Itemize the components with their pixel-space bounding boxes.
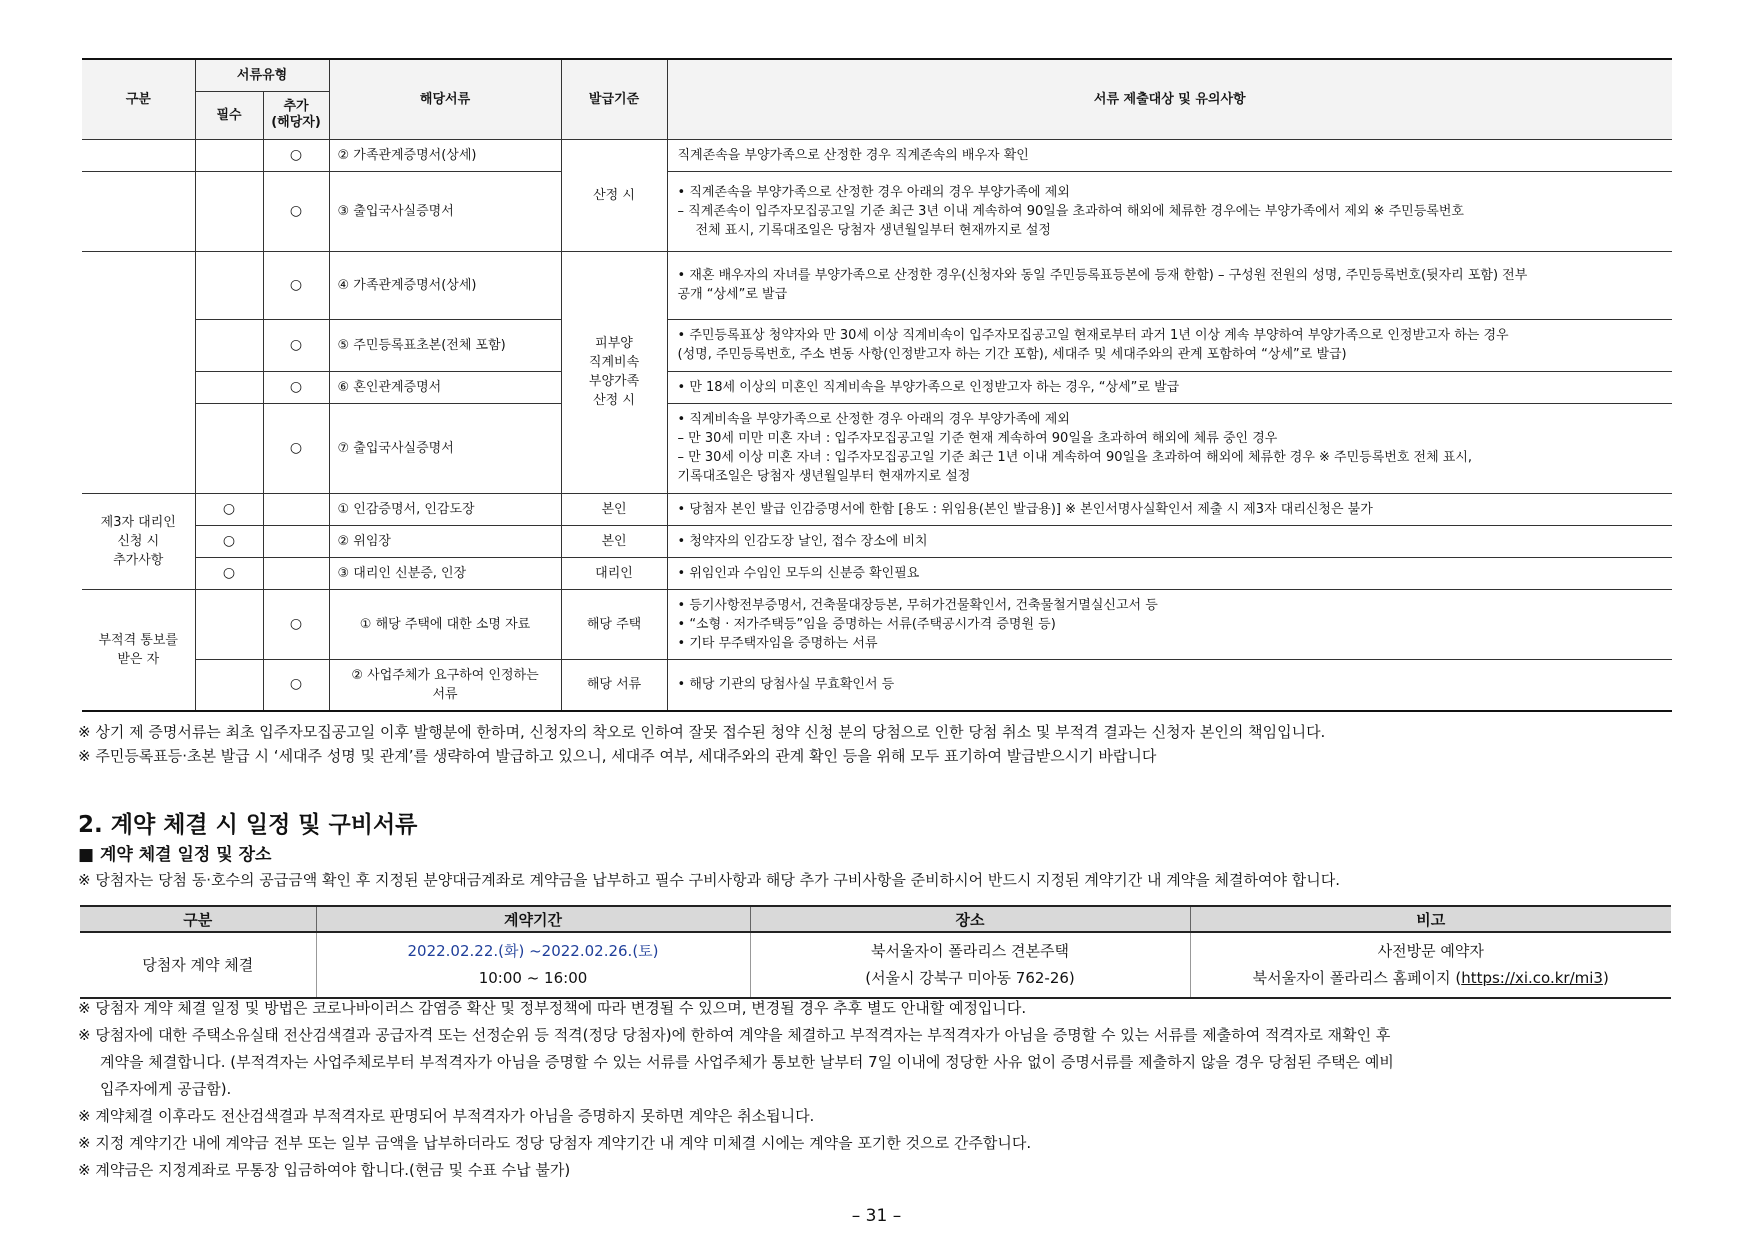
note-line: 직계존속을 부양가족으로 산정한 경우 직계존속의 배우자 확인 bbox=[677, 147, 1029, 163]
table-row bbox=[82, 493, 1672, 525]
additional-mark: ○ bbox=[263, 251, 329, 319]
category-cell: 부적격 통보를 받은 자 bbox=[82, 589, 195, 711]
document-name: ② 사업주체가 요구하여 인정하는 서류 bbox=[329, 659, 561, 711]
note-line: – 만 30세 이상 미혼 자녀 : 입주자모집공고일 기준 최근 1년 이내 계속하여 90일을 초과하여 해외에 체류한 경우 ※ 주민등록번호 전체 표시, bbox=[677, 450, 1473, 465]
basis-cell: 해당 서류 bbox=[561, 659, 667, 711]
table-row bbox=[82, 403, 1672, 493]
required-mark: ○ bbox=[195, 493, 263, 525]
header-required: 필수 bbox=[195, 91, 263, 139]
remark-text: 북서울자이 폴라리스 홈페이지 ( bbox=[1252, 969, 1462, 987]
contract-notes bbox=[78, 995, 1678, 1184]
category-cell: 당첨자 계약 체결 bbox=[80, 932, 316, 998]
required-cell bbox=[195, 251, 263, 319]
additional-mark: ○ bbox=[263, 371, 329, 403]
required-cell bbox=[195, 659, 263, 711]
additional-mark: ○ bbox=[263, 319, 329, 371]
header-category: 구분 bbox=[82, 59, 195, 139]
required-mark: ○ bbox=[195, 557, 263, 589]
category-cell bbox=[82, 171, 195, 251]
note-line: ※ 계약금은 지정계좌로 무통장 입금하여야 합니다.(현금 및 수표 수납 불가) bbox=[78, 1161, 571, 1179]
additional-mark: ○ bbox=[263, 589, 329, 659]
note-line: • 등기사항전부증명서, 건축물대장등본, 무허가건물확인서, 건축물철거멸실신고서 등 bbox=[677, 597, 1158, 613]
notes-cell bbox=[667, 493, 1672, 525]
additional-mark: ○ bbox=[263, 171, 329, 251]
required-cell bbox=[195, 139, 263, 171]
table-row bbox=[80, 932, 1671, 998]
required-cell bbox=[195, 371, 263, 403]
document-name: ⑥ 혼인관계증명서 bbox=[329, 371, 561, 403]
contract-hours: 10:00 ~ 16:00 bbox=[478, 969, 588, 987]
document-name: ⑦ 출입국사실증명서 bbox=[329, 403, 561, 493]
note-line: • “소형 · 저가주택등”임을 증명하는 서류(주택공시가격 증명원 등) bbox=[677, 616, 1056, 632]
additional-cell bbox=[263, 493, 329, 525]
additional-mark: ○ bbox=[263, 139, 329, 171]
header-basis: 발급기준 bbox=[561, 59, 667, 139]
table-row bbox=[82, 659, 1672, 711]
required-mark: ○ bbox=[195, 525, 263, 557]
document-name: ① 해당 주택에 대한 소명 자료 bbox=[329, 589, 561, 659]
subsection-title: ■ 계약 체결 일정 및 장소 bbox=[78, 845, 272, 865]
note-line: • 만 18세 이상의 미혼인 직계비속을 부양가족으로 인정받고자 하는 경우, “상세”로 발급 bbox=[677, 379, 1180, 395]
page-number: – 31 – bbox=[851, 1206, 902, 1226]
remark-line bbox=[1197, 965, 1666, 992]
note-line: • 위임인과 수임인 모두의 신분증 확인필요 bbox=[677, 565, 920, 581]
header-notes: 서류 제출대상 및 유의사항 bbox=[667, 59, 1672, 139]
note-line: 입주자에게 공급함). bbox=[100, 1080, 232, 1098]
required-cell bbox=[195, 589, 263, 659]
table-row bbox=[82, 589, 1672, 659]
note-line: – 만 30세 미만 미혼 자녀 : 입주자모집공고일 기준 현재 계속하여 90일을 초과하여 해외에 체류 중인 경우 bbox=[677, 431, 1278, 446]
basis-cell: 산정 시 bbox=[561, 139, 667, 251]
note-line: (성명, 주민등록번호, 주소 변동 사항(인정받고자 하는 기간 포함), 세대주 및 세대주와의 관계 포함하여 “상세”로 발급) bbox=[677, 347, 1347, 362]
document-name: ③ 대리인 신분증, 인장 bbox=[329, 557, 561, 589]
note-line: ※ 계약체결 이후라도 전산검색결과 부적격자로 판명되어 부적격자가 아님을 증명하지 못하면 계약은 취소됩니다. bbox=[78, 1107, 815, 1125]
contract-dates: 2022.02.22.(화) ~2022.02.26.(토) bbox=[407, 942, 659, 960]
header-place: 장소 bbox=[750, 906, 1190, 932]
additional-mark: ○ bbox=[263, 403, 329, 493]
notes-cell bbox=[667, 319, 1672, 371]
notes-cell bbox=[667, 371, 1672, 403]
notes-cell bbox=[667, 403, 1672, 493]
note-line: ※ 지정 계약기간 내에 계약금 전부 또는 일부 금액을 납부하더라도 정당 당첨자 계약기간 내 계약 미체결 시에는 계약을 포기한 것으로 간주합니다. bbox=[78, 1134, 1032, 1152]
notes-cell bbox=[667, 251, 1672, 319]
notes-cell bbox=[667, 589, 1672, 659]
note-line: • 청약자의 인감도장 날인, 접수 장소에 비치 bbox=[677, 533, 928, 549]
document-name: ① 인감증명서, 인감도장 bbox=[329, 493, 561, 525]
notes-cell bbox=[667, 171, 1672, 251]
notes-cell bbox=[667, 525, 1672, 557]
category-cell bbox=[82, 139, 195, 171]
basis-cell: 본인 bbox=[561, 525, 667, 557]
category-cell: 제3자 대리인 신청 시 추가사항 bbox=[82, 493, 195, 589]
note-line: – 직계존속이 입주자모집공고일 기준 최근 3년 이내 계속하여 90일을 초과하여 해외에 체류한 경우에는 부양가족에서 제외 ※ 주민등록번호 bbox=[677, 203, 1464, 219]
table-row bbox=[82, 319, 1672, 371]
document-name: ② 가족관계증명서(상세) bbox=[329, 139, 561, 171]
section-title: 2. 계약 체결 시 일정 및 구비서류 bbox=[78, 812, 418, 838]
notes-cell bbox=[667, 557, 1672, 589]
note-line: • 해당 기관의 당첨사실 무효확인서 등 bbox=[677, 677, 895, 693]
notes-cell bbox=[667, 659, 1672, 711]
additional-cell bbox=[263, 525, 329, 557]
document-name: ③ 출입국사실증명서 bbox=[329, 171, 561, 251]
table-row bbox=[82, 251, 1672, 319]
header-document: 해당서류 bbox=[329, 59, 561, 139]
header-category: 구분 bbox=[80, 906, 316, 932]
table-row bbox=[82, 525, 1672, 557]
document-name: ④ 가족관계증명서(상세) bbox=[329, 251, 561, 319]
note-line: 공개 “상세”로 발급 bbox=[677, 287, 788, 302]
place-cell bbox=[750, 932, 1190, 998]
note-line: • 직계비속을 부양가족으로 산정한 경우 아래의 경우 부양가족에 제외 bbox=[677, 412, 1070, 427]
note-line: • 기타 무주택자임을 증명하는 서류 bbox=[677, 635, 878, 651]
note-line: 계약을 체결합니다. (부적격자는 사업주체로부터 부적격자가 아님을 증명할 수 있는 서류를 사업주체가 통보한 날부터 7일 이내에 정당한 사유 없이 증명서류를 제출하지 않을 경우 당첨된 주택은 예비 bbox=[100, 1053, 1394, 1071]
document-name: ② 위임장 bbox=[329, 525, 561, 557]
header-additional: 추가 (해당자) bbox=[263, 91, 329, 139]
place-name: 북서울자이 폴라리스 견본주택 bbox=[871, 942, 1069, 960]
remark-line: 사전방문 예약자 bbox=[1377, 942, 1484, 960]
remark-cell bbox=[1190, 932, 1671, 998]
note-line: • 주민등록표상 청약자와 만 30세 이상 직계비속이 입주자모집공고일 현재로부터 과거 1년 이상 계속 부양하여 부양가족으로 인정받고자 하는 경우 bbox=[677, 328, 1509, 343]
note-line: • 당첨자 본인 발급 인감증명서에 한함 [용도 : 위임용(본인 발급용)] ※ 본인서명사실확인서 제출 시 제3자 대리신청은 불가 bbox=[677, 501, 1373, 517]
table-row bbox=[82, 371, 1672, 403]
intro-note: ※ 당첨자는 당첨 동·호수의 공급금액 확인 후 지정된 분양대금계좌로 계약금을 납부하고 필수 구비사항과 해당 추가 구비사항을 준비하시어 반드시 지정된 계약기간 내 계약을 체결하여야 합니다. bbox=[78, 871, 1340, 889]
contract-schedule-table bbox=[80, 905, 1671, 999]
period-cell bbox=[316, 932, 750, 998]
place-address: (서울시 강북구 미아동 762-26) bbox=[865, 969, 1075, 987]
required-cell bbox=[195, 319, 263, 371]
basis-cell: 본인 bbox=[561, 493, 667, 525]
documents-table bbox=[82, 58, 1672, 712]
additional-mark: ○ bbox=[263, 659, 329, 711]
header-doc-type: 서류유형 bbox=[195, 59, 329, 91]
basis-cell: 대리인 bbox=[561, 557, 667, 589]
table-row bbox=[82, 557, 1672, 589]
required-cell bbox=[195, 171, 263, 251]
required-cell bbox=[195, 403, 263, 493]
footnote: ※ 상기 제 증명서류는 최초 입주자모집공고일 이후 발행분에 한하며, 신청자의 착오로 인하여 잘못 접수된 청약 신청 분의 당첨으로 인한 당첨 취소 및 부적격 결과는 신청자 본인의 책임입니다. bbox=[78, 723, 1326, 741]
note-line: • 재혼 배우자의 자녀를 부양가족으로 산정한 경우(신청자와 동일 주민등록표등본에 등재 한함) – 구성원 전원의 성명, 주민등록번호(뒷자리 포함) 전부 bbox=[677, 268, 1528, 283]
note-line: ※ 당첨자 계약 체결 일정 및 방법은 코로나바이러스 감염증 확산 및 정부정책에 따라 변경될 수 있으며, 변경될 경우 추후 별도 안내할 예정입니다. bbox=[78, 999, 1027, 1017]
remark-text: ) bbox=[1602, 969, 1609, 987]
basis-cell: 해당 주택 bbox=[561, 589, 667, 659]
header-remark: 비고 bbox=[1190, 906, 1671, 932]
note-line: 전체 표시, 기록대조일은 당첨자 생년월일부터 현재까지로 설정 bbox=[695, 222, 1051, 238]
note-line: 기록대조일은 당첨자 생년월일부터 현재까지로 설정 bbox=[677, 469, 971, 484]
basis-cell: 피부양 직계비속 부양가족 산정 시 bbox=[561, 251, 667, 493]
homepage-link[interactable]: https://xi.co.kr/mi3 bbox=[1461, 969, 1603, 987]
document-name: ⑤ 주민등록표초본(전체 포함) bbox=[329, 319, 561, 371]
footnote: ※ 주민등록표등·초본 발급 시 ‘세대주 성명 및 관계’를 생략하여 발급하고 있으니, 세대주 여부, 세대주와의 관계 확인 등을 위해 모두 표기하여 발급받으시기 바랍니다 bbox=[78, 747, 1157, 765]
header-period: 계약기간 bbox=[316, 906, 750, 932]
category-cell bbox=[82, 251, 195, 493]
table-row bbox=[82, 171, 1672, 251]
table-row bbox=[82, 139, 1672, 171]
note-line: • 직계존속을 부양가족으로 산정한 경우 아래의 경우 부양가족에 제외 bbox=[677, 184, 1070, 200]
note-line: ※ 당첨자에 대한 주택소유실태 전산검색결과 공급자격 또는 선정순위 등 적격(정당 당첨자)에 한하여 계약을 체결하고 부적격자는 부적격자가 아님을 증명할 수 있는 서류를 제출하여 적격자로 재확인 후 bbox=[78, 1026, 1391, 1044]
notes-cell bbox=[667, 139, 1672, 171]
additional-cell bbox=[263, 557, 329, 589]
